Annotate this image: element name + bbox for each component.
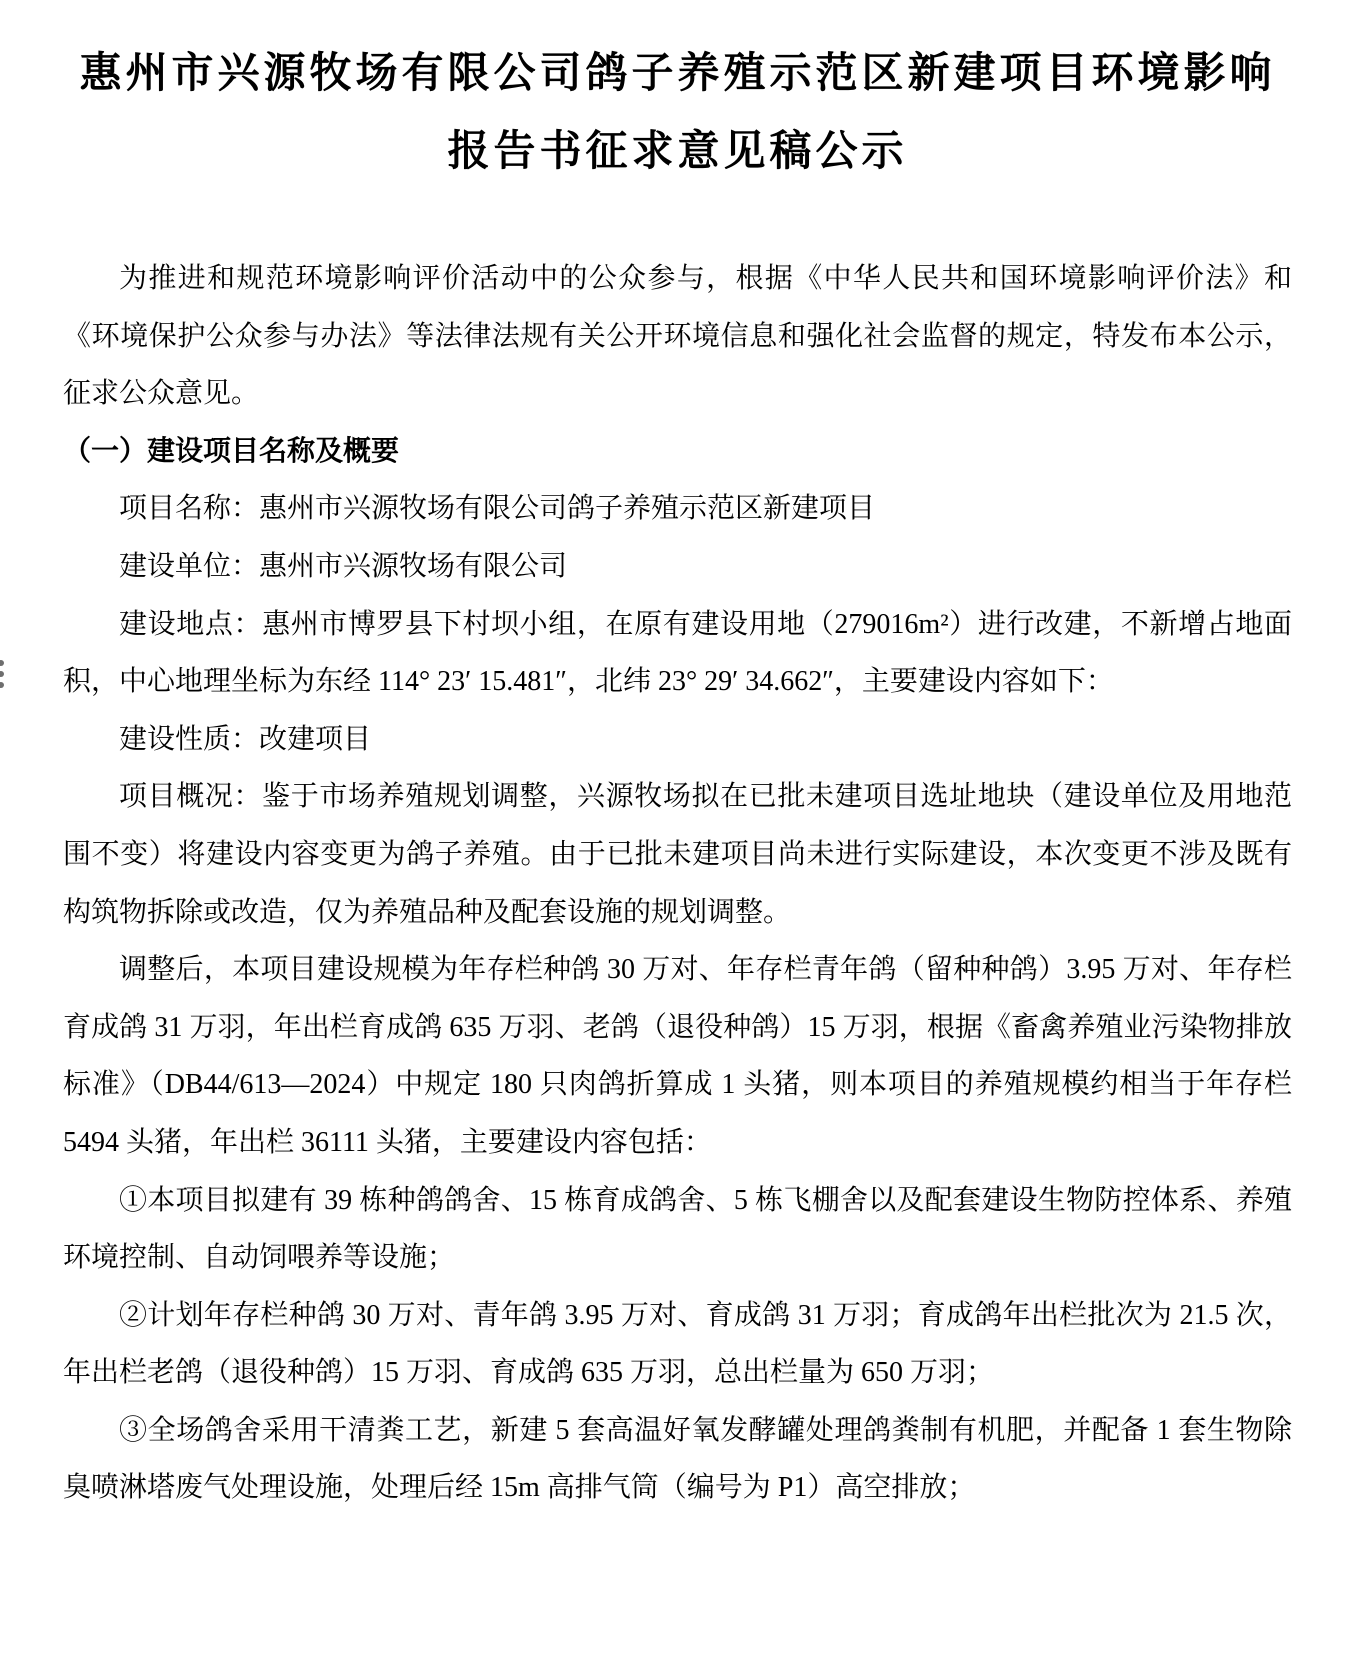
document-body [63, 250, 1292, 1517]
paragraph-build-item-2: ②计划年存栏种鸽 30 万对、青年鸽 3.95 万对、育成鸽 31 万羽；育成鸽年出栏批次为 21.5 次，年出栏老鸽（退役种鸽）15 万羽、育成鸽 635 万羽，总出栏量为 650 万羽； [63, 1299, 1292, 1389]
paragraph-project-overview: 项目概况：鉴于市场养殖规划调整，兴源牧场拟在已批未建项目选址地块（建设单位及用地范围不变）将建设内容变更为鸽子养殖。由于已批未建项目尚未进行实际建设，本次变更不涉及既有构筑物拆除或改造，仅为养殖品种及配套设施的规划调整。 [63, 781, 1292, 928]
vertical-ellipsis-icon [0, 660, 6, 693]
ellipsis-dot [0, 660, 4, 666]
document-content [63, 0, 1292, 1517]
ellipsis-dot [0, 671, 4, 677]
paragraph-construction-site: 建设地点：惠州市博罗县下村坝小组，在原有建设用地（279016m²）进行改建，不新增占地面积，中心地理坐标为东经 114° 23′ 15.481″，北纬 23° 29′ 34.662″，主要建设内容如下： [63, 608, 1292, 698]
ellipsis-dot [0, 682, 4, 688]
document-title-line-1: 惠州市兴源牧场有限公司鸽子养殖示范区新建项目环境影响 [79, 49, 1276, 96]
paragraph-build-item-3: ③全场鸽舍采用干清粪工艺，新建 5 套高温好氧发酵罐处理鸽粪制有机肥，并配备 1 套生物除臭喷淋塔废气处理设施，处理后经 15m 高排气筒（编号为 P1）高空排放； [63, 1414, 1292, 1504]
section-heading-1: （一）建设项目名称及概要 [63, 435, 400, 467]
paragraph-intro: 为推进和规范环境影响评价活动中的公众参与，根据《中华人民共和国环境影响评价法》和《环境保护公众参与办法》等法律法规有关公开环境信息和强化社会监督的规定，特发布本公示，征求公众意见。 [63, 263, 1292, 410]
paragraph-scale-after-adjustment: 调整后，本项目建设规模为年存栏种鸽 30 万对、年存栏青年鸽（留种种鸽）3.95 万对、年存栏育成鸽 31 万羽，年出栏育成鸽 635 万羽、老鸽（退役种鸽）15 万羽，根据《畜禽养殖业污染物排放标准》（DB44/613—2024）中规定 180 只肉鸽折算成 1 头猪，则本项目的养殖规模约相当于年存栏 5494 头猪，年出栏 36111 头猪，主要建设内容包括： [63, 954, 1292, 1158]
paragraph-construction-unit: 建设单位：惠州市兴源牧场有限公司 [119, 550, 568, 582]
paragraph-project-name: 项目名称：惠州市兴源牧场有限公司鸽子养殖示范区新建项目 [119, 493, 876, 525]
paragraph-construction-nature: 建设性质：改建项目 [119, 723, 372, 755]
document-title-line-2: 报告书征求意见稿公示 [447, 127, 908, 174]
paragraph-build-item-1: ①本项目拟建有 39 栋种鸽鸽舍、15 栋育成鸽舍、5 栋飞棚舍以及配套建设生物防控体系、养殖环境控制、自动饲喂养等设施； [63, 1184, 1292, 1274]
document-title [63, 34, 1292, 190]
